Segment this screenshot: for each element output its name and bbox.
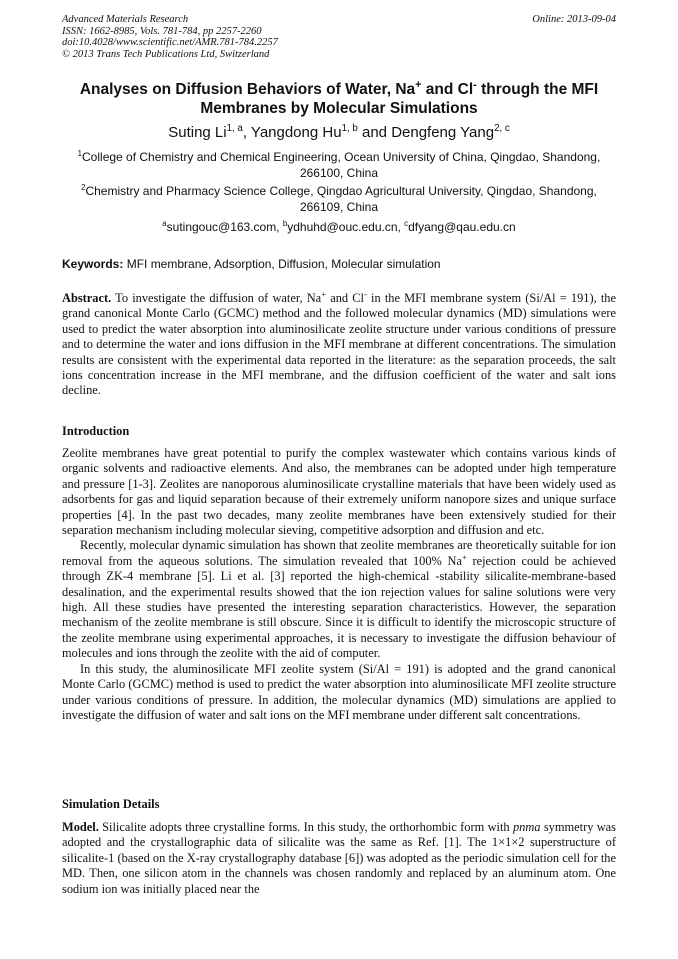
- author-emails: $^a$sutingouc@163.com, $^b$ydhuhd@ouc.edu.cn, $^c$dfyang@qau.edu.cn: [162, 219, 516, 234]
- keywords-label: Keywords:: [62, 257, 124, 271]
- simulation-body: Model. Silicalite adopts three crystalline forms. In this study, the orthorhombic form with pnma symmetry was adopted and the crystallographic data of silicalite was the same as Ref. [1]. The 1×1×2 superstructure of silicalite-1 (based on the X-ray crystallography database [6]) was adopted as the periodic simulation cell for the MD. Then, one silicon atom in the channels was chosen randomly and replaced by an aluminum atom. One sodium ion was initially placed near the: [62, 820, 616, 896]
- online-date: Online: 2013-09-04: [532, 14, 616, 25]
- introduction-heading: Introduction: [62, 424, 130, 438]
- paragraph: In this study, the aluminosilicate MFI zeolite system (Si/Al = 191) is adopted and the grand canonical Monte Carlo (GCMC) method is used to predict the water absorption into aluminosilicate MFI zeolite structure under various conditions of pressure. In addition, the molecular dynamics (MD) simulations are applied to investigate the diffusion of water and salt ions on the MFI membrane under different salt concentrations.: [62, 661, 616, 722]
- copyright: © 2013 Trans Tech Publications Ltd, Switzerland: [62, 48, 270, 60]
- introduction-body: [62, 446, 616, 723]
- journal-header: [62, 14, 616, 60]
- paragraph: Zeolite membranes have great potential to purify the complex wastewater which contains various kinds of organic solvents and radioactive elements. And also, the membranes can be adopted under high temperature and pressure [1-3]. Zeolites are nanoporous aluminosilicate crystalline materials that have been widely used as adsorbents for gas and liquid separation because of their extremely uniform nanopore sizes and unique surface properties [4]. In the past two decades, many zeolite membranes have been extensively studied for their separation mechanism including molecular sieving, competitive adsorption and diffusion and etc.: [62, 446, 616, 538]
- model-label: Model.: [62, 820, 99, 834]
- author-list: Suting Li$^{1, a}$, Yangdong Hu$^{1, b}$ and Dengfeng Yang$^{2, c}$: [168, 123, 510, 141]
- doi: doi:10.4028/www.scientific.net/AMR.781-784.2257: [62, 37, 278, 49]
- simulation-heading: Simulation Details: [62, 797, 160, 811]
- affiliation-1: $^1$College of Chemistry and Chemical Engineering, Ocean University of China, Qingdao, Shandong, 266100, China: [77, 149, 601, 180]
- paragraph: Recently, molecular dynamic simulation has shown that zeolite membranes are theoretically suitable for ion removal from the aqueous solutions. The simulation revealed that 100% Na+ rejection could be achieved through ZK-4 membrane [5]. Li et al. [3] reported the high-chemical -stability silicalite-membrane-based desalination, and the experimental results showed that the ion rejection values for saline solutions were very high. All these studies have presented the interesting separation characteristics. However, the separation mechanism of the zeolite membrane is still obscure. Since it is difficult to identify the microscopic structure of the zeolite membrane using experimental approaches, it is necessary to investigate the diffusion behaviour of molecules and ions through the zeolite with the aid of computer.: [62, 538, 617, 661]
- keywords: Keywords: MFI membrane, Adsorption, Diffusion, Molecular simulation: [62, 257, 441, 271]
- issn: ISSN: 1662-8985, Vols. 781-784, pp 2257-2260: [62, 25, 262, 37]
- journal-name: Advanced Materials Research: [62, 14, 189, 25]
- abstract-label: Abstract.: [62, 291, 112, 305]
- affiliation-2: $^2$Chemistry and Pharmacy Science College, Qingdao Agricultural University, Qingdao, Shandong, 266109, China: [81, 183, 597, 214]
- abstract: Abstract. To investigate the diffusion of water, Na+ and Cl- in the MFI membrane system (Si/Al = 191), the grand canonical Monte Carlo (GCMC) method and the followed molecular dynamics (MD) simulations were used to predict the water absorption into aluminosilicate zeolite structure under various conditions of pressure and to determine the water and ions diffusion in the MFI membrane at different concentrations. The simulation results are consistent with the experimental data reported in the literature: as the separation proceeds, the salt ions concentration increase in the MFI membrane, and the diffusion coefficient of the water and salt ions decline.: [62, 288, 616, 398]
- paper-title: Analyses on Diffusion Behaviors of Water, Na+ and Cl- through the MFI Membranes by Molecular Simulations: [79, 78, 599, 117]
